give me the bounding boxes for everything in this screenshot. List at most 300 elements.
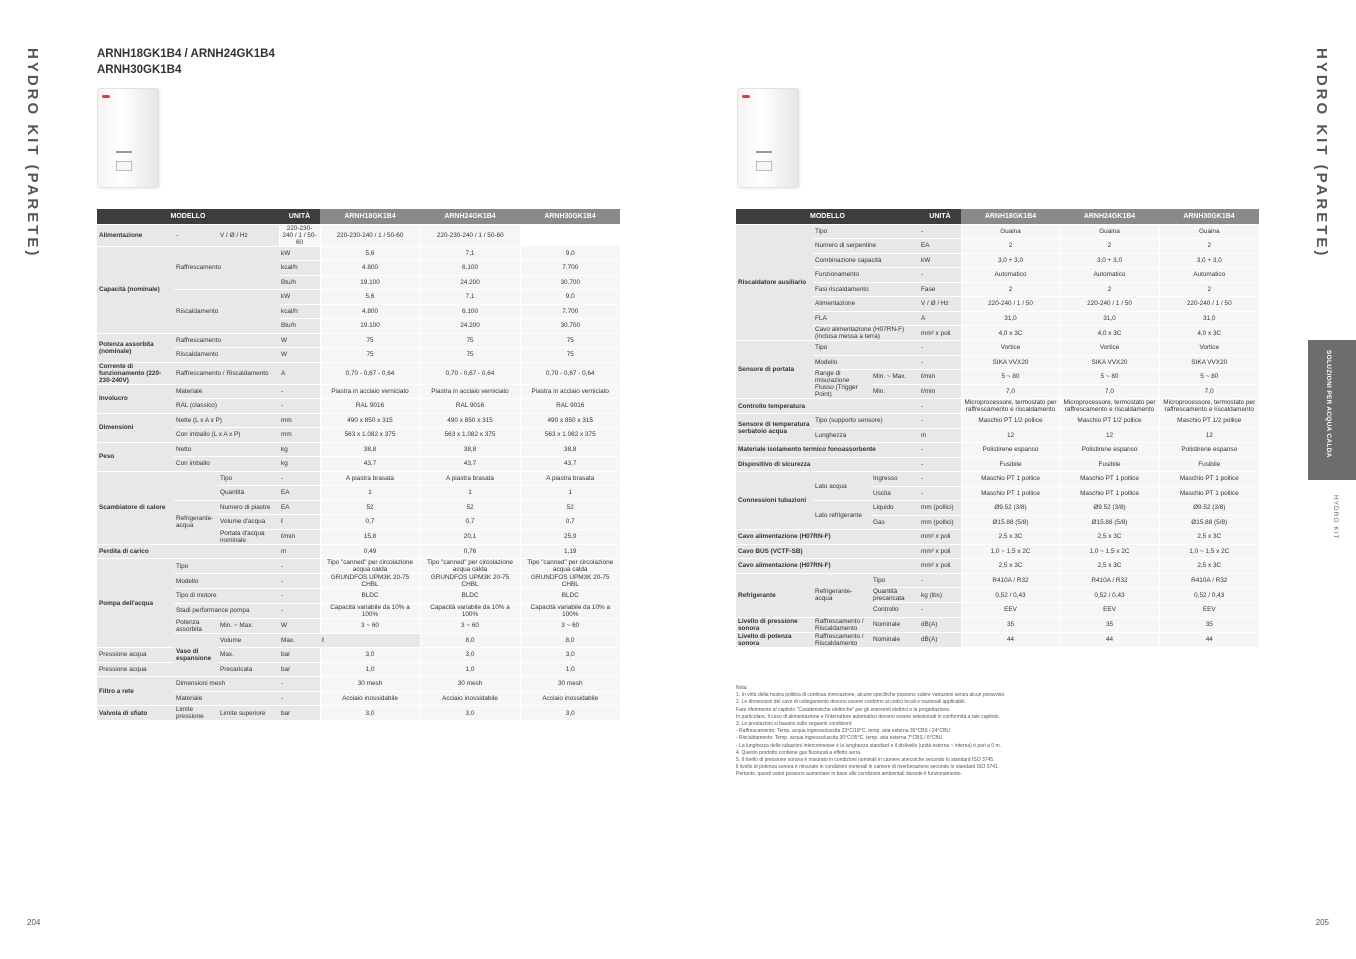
- value-cell: 1: [420, 486, 520, 501]
- row-label: Capacità (nominale): [97, 246, 174, 333]
- value-cell: 5,6: [320, 290, 420, 305]
- value-cell: 0,70 - 0,67 - 0,64: [420, 362, 520, 384]
- value-cell: 35: [1159, 617, 1259, 632]
- value-cell: 1: [320, 486, 420, 501]
- spec-table-right: [736, 209, 1259, 648]
- value-cell: EEV: [1060, 603, 1159, 618]
- unit-cell: mm: [279, 428, 320, 443]
- row-label: Refrigerante-acqua: [174, 500, 218, 544]
- value-cell: Vortice: [1060, 341, 1159, 356]
- value-cell: 490 x 850 x 315: [320, 413, 420, 428]
- note-line: Fare riferimento al capitolo "Caratteristiche elettriche" per gli interventi elettrici e la progettazione.: [736, 706, 951, 713]
- value-cell: Fusibile: [1060, 457, 1159, 472]
- value-cell: Maschio PT 1 pollice: [1060, 486, 1159, 501]
- unit-cell: mm (pollici): [919, 501, 961, 516]
- value-cell: 43,7: [520, 457, 620, 472]
- table-row: [97, 428, 620, 443]
- value-cell: 7,0: [961, 384, 1060, 399]
- table-row: [736, 617, 1259, 632]
- header-model-3: ARNH30GK1B4: [1159, 209, 1259, 224]
- unit-cell: -: [919, 414, 961, 429]
- row-label: Min. ~ Max.: [871, 370, 919, 385]
- value-cell: Maschio PT 1/2 pollice: [1060, 414, 1159, 429]
- note-line: 2. Le dimensioni del cavo di collegamento devono essere conformi ai codici locali e nazionali applicabili.: [736, 699, 966, 706]
- unit-cell: bar: [279, 648, 320, 663]
- unit-cell: -: [279, 559, 320, 574]
- value-cell: 15,8: [320, 529, 420, 544]
- value-cell: GRUNDFOS UPM3K 20-75 CHBL: [320, 574, 420, 589]
- row-label: Volume d'acqua: [218, 515, 279, 530]
- value-cell: 31,0: [1159, 311, 1259, 326]
- value-cell: 2,5 x 3C: [1060, 530, 1159, 545]
- row-label: Pompa dell'acqua: [97, 559, 174, 648]
- page-title-line: ARNH18GK1B4 / ARNH24GK1B4: [97, 48, 275, 60]
- row-label: Sensore di temperatura serbatoio acqua: [736, 414, 813, 443]
- row-label: Uscita: [871, 486, 919, 501]
- unit-cell: -: [919, 341, 961, 356]
- value-cell: 1,19: [520, 544, 620, 559]
- unit-cell: W: [279, 618, 320, 633]
- value-cell: 75: [520, 348, 620, 363]
- value-cell: 0,52 / 0,43: [961, 588, 1060, 603]
- row-label: Alimentazione: [97, 224, 174, 246]
- unit-cell: mm² x poli: [919, 559, 961, 574]
- value-cell: 43,7: [420, 457, 520, 472]
- unit-cell: kW: [279, 246, 320, 261]
- table-row: [736, 253, 1259, 268]
- value-cell: 1,0: [420, 662, 520, 677]
- table-row: [736, 472, 1259, 487]
- row-label: Tipo: [871, 573, 919, 588]
- unit-cell: -: [279, 603, 320, 618]
- value-cell: 3,0: [320, 706, 420, 721]
- row-label: Scambiatore di calore: [97, 471, 174, 544]
- row-label: Lato acqua: [813, 472, 871, 501]
- unit-cell: mm: [279, 413, 320, 428]
- row-label: Controllo temperatura: [736, 399, 919, 414]
- row-label: Fasi riscaldamento: [813, 282, 919, 297]
- unit-cell: -: [919, 603, 961, 618]
- value-cell: 2: [961, 282, 1060, 297]
- row-label: Refrigerante-acqua: [813, 573, 871, 617]
- value-cell: Ø15.88 (5/8): [1159, 515, 1259, 530]
- header-model: MODELLO: [736, 209, 919, 224]
- unit-cell: V / Ø / Hz: [919, 297, 961, 312]
- value-cell: 490 x 850 x 315: [420, 413, 520, 428]
- value-cell: BLDC: [520, 589, 620, 604]
- value-cell: Maschio PT 1 pollice: [1060, 472, 1159, 487]
- value-cell: 2,5 x 3C: [1159, 559, 1259, 574]
- row-label: Riscaldamento: [174, 290, 279, 334]
- value-cell: 2: [1060, 239, 1159, 254]
- row-label: Materiale: [174, 384, 279, 399]
- row-label: Cavo alimentazione (H07RN-F): [736, 559, 919, 574]
- table-row: [736, 414, 1259, 429]
- unit-cell: -: [919, 472, 961, 487]
- value-cell: R410A / R32: [961, 573, 1060, 588]
- table-row: [736, 530, 1259, 545]
- value-cell: 24.200: [420, 319, 520, 334]
- unit-cell: -: [919, 573, 961, 588]
- product-image-left: [97, 88, 159, 188]
- note-line: - Riscaldamento: Temp. acqua ingresso/uscita 30°C/35°C, temp. aria esterna 7°CBS / 6°CBU: [736, 735, 943, 742]
- table-row: [97, 559, 620, 574]
- unit-cell: EA: [279, 500, 320, 515]
- value-cell: 1,0 ~ 1,5 x 2C: [1159, 544, 1259, 559]
- value-cell: R410A / R32: [1159, 573, 1259, 588]
- unit-cell: kW: [279, 290, 320, 305]
- value-cell: 220-240 / 1 / 50: [1159, 297, 1259, 312]
- value-cell: 4,0 x 3C: [1159, 326, 1259, 341]
- value-cell: 0,70 - 0,67 - 0,64: [320, 362, 420, 384]
- value-cell: 5 ~ 80: [961, 370, 1060, 385]
- unit-cell: mm² x poli: [919, 326, 961, 341]
- row-label: Netto: [174, 442, 279, 457]
- unit-cell: -: [279, 471, 320, 486]
- value-cell: 35: [961, 617, 1060, 632]
- unit-cell: Btu/h: [279, 275, 320, 290]
- value-cell: 563 x 1.082 x 375: [420, 428, 520, 443]
- table-row: [736, 239, 1259, 254]
- unit-cell: mm (pollici): [919, 515, 961, 530]
- unit-cell: -: [919, 224, 961, 239]
- unit-cell: Fase: [919, 282, 961, 297]
- value-cell: 75: [420, 348, 520, 363]
- value-cell: 2: [1159, 239, 1259, 254]
- table-row: [97, 471, 620, 486]
- row-label: Raffrescamento / Riscaldamento: [174, 362, 279, 384]
- page-title: [97, 46, 275, 78]
- row-label: Range di misurazione Flusso (Trigger Point): [813, 370, 871, 399]
- row-label: Ingresso: [871, 472, 919, 487]
- section-tab-label: SOLUZIONI PER ACQUA CALDA: [1325, 350, 1332, 458]
- value-cell: 5,6: [320, 246, 420, 261]
- value-cell: 30.700: [520, 319, 620, 334]
- value-cell: GRUNDFOS UPM3K 20-75 CHBL: [420, 574, 520, 589]
- table-row: [736, 282, 1259, 297]
- value-cell: 1: [520, 486, 620, 501]
- value-cell: 31,0: [961, 311, 1060, 326]
- unit-cell: -: [919, 457, 961, 472]
- unit-cell: Btu/h: [279, 319, 320, 334]
- value-cell: Vortice: [1159, 341, 1259, 356]
- table-row: [97, 290, 620, 305]
- value-cell: SIKA VVX20: [1060, 355, 1159, 370]
- table-row: [97, 677, 620, 692]
- product-image-right: [737, 88, 799, 188]
- value-cell: 25,9: [520, 529, 620, 544]
- note-line: 1. In virtù della nostra politica di continua innovazione, alcune specifiche possono subire variazioni senza alcun preavviso.: [736, 692, 1006, 699]
- row-label: Con imballo (L x A x P): [174, 428, 279, 443]
- unit-cell: -: [279, 574, 320, 589]
- row-label: Gas: [871, 515, 919, 530]
- unit-cell: ℓ/min: [279, 529, 320, 544]
- unit-cell: -: [279, 677, 320, 692]
- value-cell: Piastra in acciaio verniciato: [320, 384, 420, 399]
- row-label: Numero di piastre: [218, 500, 279, 515]
- unit-cell: -: [279, 691, 320, 706]
- row-label: Numero di serpentine: [813, 239, 919, 254]
- row-label: [174, 471, 218, 500]
- row-label: Tipo (supporto sensore): [813, 414, 919, 429]
- row-label: Vaso di espansione: [174, 633, 218, 677]
- page-number-left: 204: [27, 918, 41, 927]
- value-cell: 75: [420, 333, 520, 348]
- value-cell: 30 mesh: [520, 677, 620, 692]
- table-row: [97, 691, 620, 706]
- value-cell: 3,0: [420, 706, 520, 721]
- row-label: Perdita di carico: [97, 544, 279, 559]
- unit-cell: kg: [279, 442, 320, 457]
- value-cell: 3,0 + 3,0: [1060, 253, 1159, 268]
- row-label: Min.: [871, 384, 919, 399]
- value-cell: 3,0: [420, 648, 520, 663]
- value-cell: R410A / R32: [1060, 573, 1159, 588]
- row-label: Combinazione capacità: [813, 253, 919, 268]
- value-cell: 38,8: [320, 442, 420, 457]
- value-cell: 75: [320, 348, 420, 363]
- table-row: [736, 224, 1259, 239]
- table-row: [97, 544, 620, 559]
- row-label: Tipo: [218, 471, 279, 486]
- row-label: Potenza assorbita: [174, 618, 218, 633]
- value-cell: Acciaio inossidabile: [520, 691, 620, 706]
- value-cell: A piastra brasata: [520, 471, 620, 486]
- unit-cell: dB(A): [919, 632, 961, 647]
- value-cell: 3,0: [320, 648, 420, 663]
- unit-cell: -: [279, 399, 320, 414]
- unit-cell: ℓ/min: [919, 370, 961, 385]
- value-cell: Maschio PT 1 pollice: [961, 472, 1060, 487]
- value-cell: Polistirene espanso: [1060, 443, 1159, 458]
- value-cell: 52: [520, 500, 620, 515]
- unit-cell: V / Ø / Hz: [218, 224, 279, 246]
- value-cell: 220-240 / 1 / 50: [961, 297, 1060, 312]
- value-cell: Guaina: [1060, 224, 1159, 239]
- value-cell: Tipo "canned" per circolazione acqua calda: [320, 559, 420, 574]
- value-cell: BLDC: [320, 589, 420, 604]
- value-cell: 0,70 - 0,67 - 0,64: [520, 362, 620, 384]
- note-line: 5. Il livello di pressione sonora è misurato in condizioni nominali in camere anecoiche secondo lo standard ISO 3745.: [736, 757, 995, 764]
- value-cell: Tipo "canned" per circolazione acqua calda: [520, 559, 620, 574]
- value-cell: 43,7: [320, 457, 420, 472]
- page-number-right: 205: [1315, 918, 1329, 927]
- table-row: [736, 341, 1259, 356]
- value-cell: 35: [1060, 617, 1159, 632]
- row-label: Quantità precaricata: [871, 588, 919, 603]
- value-cell: 12: [1060, 428, 1159, 443]
- value-cell: BLDC: [420, 589, 520, 604]
- vertical-title-right: HYDRO KIT (PARETE): [1313, 48, 1330, 259]
- table-row: [736, 297, 1259, 312]
- row-label: Peso: [97, 442, 174, 471]
- row-label: Raffrescamento / Riscaldamento: [813, 632, 871, 647]
- value-cell: 2,5 x 3C: [1060, 559, 1159, 574]
- value-cell: Maschio PT 1 pollice: [961, 486, 1060, 501]
- unit-cell: W: [279, 348, 320, 363]
- value-cell: Automatico: [1060, 268, 1159, 283]
- value-cell: RAL 9016: [420, 399, 520, 414]
- row-label: Max.: [218, 648, 279, 663]
- value-cell: 0,49: [320, 544, 420, 559]
- value-cell: 2,5 x 3C: [961, 530, 1060, 545]
- table-row: [97, 413, 620, 428]
- value-cell: Capacità variabile da 10% a 100%: [420, 603, 520, 618]
- value-cell: RAL 9016: [520, 399, 620, 414]
- value-cell: 0,52 / 0,43: [1159, 588, 1259, 603]
- note-line: - Raffrescamento: Temp. acqua ingresso/uscita 23°C/18°C, temp. aria esterna 35°CBS / 24°CBU: [736, 728, 951, 735]
- value-cell: A piastra brasata: [320, 471, 420, 486]
- value-cell: 3 ~ 60: [420, 618, 520, 633]
- row-label: Sensore di portata: [736, 341, 813, 399]
- value-cell: Piastra in acciaio verniciato: [420, 384, 520, 399]
- row-label: Max.: [279, 633, 320, 648]
- row-label: Livello di potenza sonora: [736, 632, 813, 647]
- table-row: [97, 618, 620, 633]
- value-cell: 0,7: [320, 515, 420, 530]
- unit-cell: bar: [279, 662, 320, 677]
- value-cell: 220-230-240 / 1 / 50-60: [279, 224, 320, 246]
- value-cell: 2,5 x 3C: [961, 559, 1060, 574]
- unit-cell: -: [279, 384, 320, 399]
- row-label: Dimensioni mesh: [174, 677, 279, 692]
- value-cell: EEV: [1159, 603, 1259, 618]
- value-cell: Vortice: [961, 341, 1060, 356]
- unit-cell: mm² x poli: [919, 530, 961, 545]
- value-cell: 52: [320, 500, 420, 515]
- row-label: Cavo alimentazione (H07RN-F): [736, 530, 919, 545]
- value-cell: 9,0: [520, 290, 620, 305]
- value-cell: SIKA VVX20: [1159, 355, 1259, 370]
- value-cell: 7,0: [1159, 384, 1259, 399]
- unit-cell: -: [919, 355, 961, 370]
- value-cell: Fusibile: [1159, 457, 1259, 472]
- table-row: [736, 544, 1259, 559]
- header-unit: UNITÀ: [279, 209, 320, 224]
- row-label: Portata d'acqua nominale: [218, 529, 279, 544]
- row-label: Liquido: [871, 501, 919, 516]
- value-cell: 4.800: [320, 261, 420, 276]
- note-line: Pertanto, questi valori possono aumentare in base alle condizioni ambientali durante il funzionamento.: [736, 771, 962, 778]
- value-cell: 0,7: [520, 515, 620, 530]
- row-label: Limite superiore: [218, 706, 279, 721]
- value-cell: EEV: [961, 603, 1060, 618]
- row-label: Materiale: [174, 691, 279, 706]
- row-label: Riscaldamento: [174, 348, 279, 363]
- row-label: Modello: [813, 355, 919, 370]
- value-cell: Maschio PT 1/2 pollice: [961, 414, 1060, 429]
- unit-cell: EA: [279, 486, 320, 501]
- value-cell: 1,0 ~ 1,5 x 2C: [1060, 544, 1159, 559]
- row-label: Pressione acqua: [97, 648, 174, 663]
- row-label: Raffrescamento: [174, 246, 279, 290]
- unit-cell: ℓ/min: [919, 384, 961, 399]
- unit-cell: -: [919, 443, 961, 458]
- value-cell: 12: [1159, 428, 1259, 443]
- value-cell: 9,0: [520, 246, 620, 261]
- row-label: Modello: [174, 574, 279, 589]
- table-row: [97, 399, 620, 414]
- row-label: Funzionamento: [813, 268, 919, 283]
- table-row: [736, 370, 1259, 385]
- value-cell: 30 mesh: [420, 677, 520, 692]
- value-cell: Capacità variabile da 10% a 100%: [320, 603, 420, 618]
- row-label: Lato refrigerante: [813, 501, 871, 530]
- unit-cell: m: [919, 428, 961, 443]
- row-label: Controllo: [871, 603, 919, 618]
- value-cell: Tipo "canned" per circolazione acqua calda: [420, 559, 520, 574]
- value-cell: Ø9.52 (3/8): [1159, 501, 1259, 516]
- table-row: [97, 574, 620, 589]
- value-cell: 20,1: [420, 529, 520, 544]
- value-cell: SIKA VVX20: [961, 355, 1060, 370]
- unit-cell: kg (lbs): [919, 588, 961, 603]
- value-cell: 3,0: [520, 706, 620, 721]
- row-label: Nominale: [871, 632, 919, 647]
- value-cell: Ø9.52 (3/8): [1060, 501, 1159, 516]
- row-label: Corrente di funzionamento (220-230-240V): [97, 362, 174, 384]
- table-row: [97, 348, 620, 363]
- row-label: FLA: [813, 311, 919, 326]
- row-label: Cavo BUS (VCTF-SB): [736, 544, 919, 559]
- value-cell: 5 ~ 80: [1159, 370, 1259, 385]
- table-row: [97, 457, 620, 472]
- row-label: Alimentazione: [813, 297, 919, 312]
- value-cell: 4,0 x 3C: [1060, 326, 1159, 341]
- value-cell: Acciaio inossidabile: [320, 691, 420, 706]
- header-unit: UNITÀ: [919, 209, 961, 224]
- value-cell: 0,52 / 0,43: [1060, 588, 1159, 603]
- section-tab: [1308, 340, 1356, 480]
- value-cell: Ø9.52 (3/8): [961, 501, 1060, 516]
- unit-cell: kcal/h: [279, 261, 320, 276]
- row-label: RAL (classico): [174, 399, 279, 414]
- header-model-2: ARNH24GK1B4: [1060, 209, 1159, 224]
- row-label: Dispositivo di sicurezza: [736, 457, 919, 472]
- value-cell: Microprocessore, termostato per raffrescamento e riscaldamento: [1060, 399, 1159, 414]
- value-cell: Ø15.88 (5/8): [1060, 515, 1159, 530]
- value-cell: 3,0: [520, 648, 620, 663]
- value-cell: Maschio PT 1 pollice: [1159, 486, 1259, 501]
- value-cell: 2: [1060, 282, 1159, 297]
- unit-cell: mm² x poli: [919, 544, 961, 559]
- row-label: Tipo di motore: [174, 589, 279, 604]
- unit-cell: bar: [279, 706, 320, 721]
- value-cell: 3 ~ 60: [320, 618, 420, 633]
- value-cell: 38,8: [520, 442, 620, 457]
- row-label: Valvola di sfiato: [97, 706, 174, 721]
- value-cell: 4.800: [320, 304, 420, 319]
- table-row: [97, 333, 620, 348]
- row-label: Raffrescamento: [174, 333, 279, 348]
- page-title-line: ARNH30GK1B4: [97, 64, 182, 76]
- value-cell: 1,0: [520, 662, 620, 677]
- value-cell: Piastra in acciaio verniciato: [520, 384, 620, 399]
- unit-cell: ℓ: [320, 633, 420, 648]
- value-cell: Microprocessore, termostato per raffrescamento e riscaldamento: [961, 399, 1060, 414]
- table-row: [736, 632, 1259, 647]
- row-label: Cavo alimentazione (H07RN-F) (inclusa messa a terra): [813, 326, 919, 341]
- table-row: [736, 355, 1259, 370]
- unit-cell: A: [279, 362, 320, 384]
- value-cell: 75: [320, 333, 420, 348]
- unit-cell: -: [919, 399, 961, 414]
- row-label: Refrigerante: [736, 573, 813, 617]
- table-row: [736, 573, 1259, 588]
- value-cell: 220-230-240 / 1 / 50-60: [320, 224, 420, 246]
- value-cell: 3 ~ 60: [520, 618, 620, 633]
- header-model-3: ARNH30GK1B4: [520, 209, 620, 224]
